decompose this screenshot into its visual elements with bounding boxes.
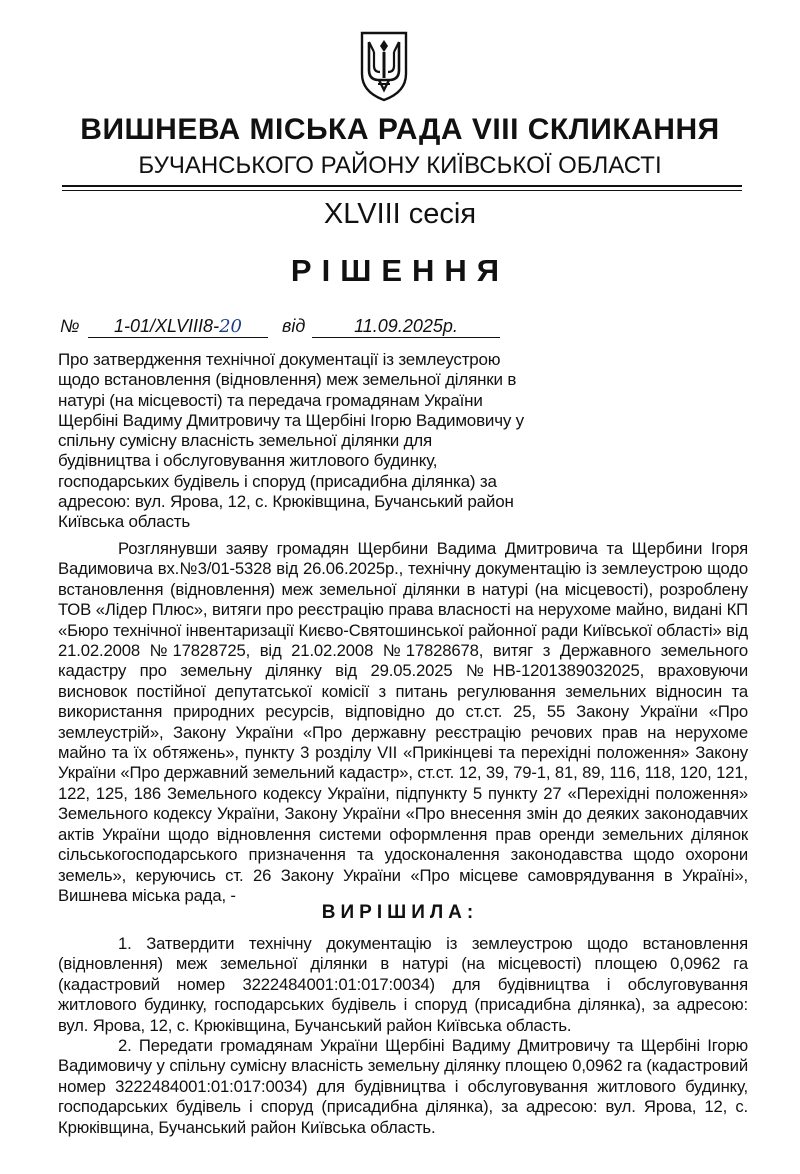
resolved-heading: ВИРІШИЛА:	[321, 902, 479, 923]
decision-number	[88, 316, 268, 338]
session-title: XLVIII сесія	[323, 198, 477, 230]
council-title: ВИШНЕВА МІСЬКА РАДА VIII СКЛИКАННЯ	[80, 113, 720, 146]
decision-number-handwritten: 20	[219, 316, 242, 337]
resolution-item-2: 2. Передати громадянам України Щербіні Вадиму Дмитровичу та Щербіні Ігорю Вадимовичу у спільну сумісну власність земельну ділянку площею 0,0962 га (кадастровий номер 3222484001:01:017:0034) для будівництва і обслуговування житлового будинку, господарських будівель і споруд (присадибна ділянка), за адресою: вул. Ярова, 12, с. Крюківщина, Бучанський район Київська область.	[58, 1036, 748, 1137]
resolution-items	[58, 934, 748, 1138]
resolution-item-1: 1. Затвердити технічну документацію із землеустрою щодо встановлення (відновлення) меж земельної ділянки в натурі (на місцевості) площею 0,0962 га (кадастровий номер 3222484001:01:017:0034) для будівництва і обслуговування житлового будинку, господарських будівель і споруд (присадибна ділянка), за адресою: вул. Ярова, 12, с. Крюківщина, Бучанський район Київська область.	[58, 934, 748, 1035]
council-subtitle: БУЧАНСЬКОГО РАЙОНУ КИЇВСЬКОЇ ОБЛАСТІ	[138, 152, 662, 179]
number-label: №	[60, 316, 80, 336]
date-label: від	[282, 316, 306, 336]
header-divider	[62, 185, 742, 191]
decision-title: РІШЕННЯ	[290, 253, 510, 288]
decision-number-line	[60, 316, 500, 338]
trident-coat-of-arms-icon	[357, 30, 411, 102]
preamble-paragraph: Розглянувши заяву громадян Щербини Вадима Дмитровича та Щербини Ігоря Вадимовича вх.№3/01-5328 від 26.06.2025р., технічну документацію із землеустрою щодо встановлення (відновлення) меж земельної ділянки в натурі (на місцевості), розроблену ТОВ «Лідер Плюс», витяги про реєстрацію права власності на нерухоме майно, видані КП «Бюро технічної інвентаризації Києво-Святошинської районної ради Київської області» від 21.02.2008 №17828725, від 21.02.2008 №17828678, витяг з Державного земельного кадастру про земельну ділянку від 29.05.2025 №НВ-1201389032025, враховуючи висновок постійної депутатської комісії з питань регулювання земельних відносин та використання природних ресурсів, відповідно до ст.ст. 25, 55 Закону України «Про землеустрій», Закону України «Про державну реєстрацію речових прав на нерухоме майно та їх обтяжень», пункту 3 розділу VII «Прикінцеві та перехідні положення» Закону України «Про державний земельний кадастр», ст.ст. 12, 39, 79-1, 81, 89, 116, 118, 120, 121, 122, 125, 186 Земельного кодексу України, підпункту 5 пункту 27 «Перехідні положення» Земельного кодексу України, Закону України «Про внесення змін до деяких законодавчих актів України щодо відновлення системи оформлення прав оренди земельних ділянок сільськогосподарського призначення та удосконалення законодавства щодо охорони земель», керуючись ст. 26 Закону України «Про місцеве самоврядування в Україні», Вишнева міська рада, -	[58, 539, 748, 905]
decision-date: 11.09.2025р.	[312, 316, 500, 338]
decision-subject: Про затвердження технічної документації із землеустрою щодо встановлення (відновлення) меж земельної ділянки в натурі (на місцевості) та передача громадянам України Щербіні Вадиму Дмитровичу та Щербіні Ігорю Вадимовичу у спільну сумісну власність земельної ділянки для будівництва і обслуговування житлового будинку, господарських будівель і споруд (присадибна ділянка) за адресою: вул. Ярова, 12, с. Крюківщина, Бучанський район Київська область	[58, 350, 524, 532]
decision-number-printed: 1-01/XLVIII8-	[114, 316, 220, 336]
